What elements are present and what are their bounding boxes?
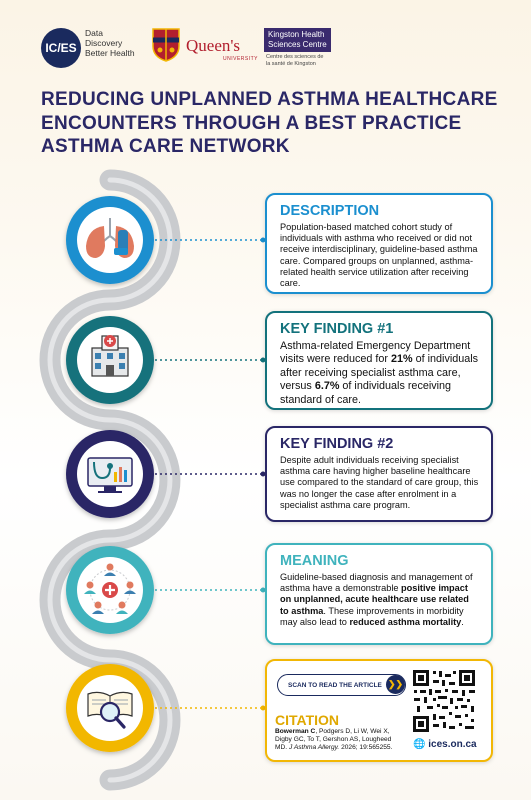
meaning-connector xyxy=(150,588,266,593)
finding1-percent-standard: 6.7% xyxy=(314,380,340,393)
scan-article-button[interactable] xyxy=(277,674,406,696)
title-line: ENCOUNTERS THROUGH A BEST PRACTICE xyxy=(41,112,462,134)
ices-tagline-line: Data xyxy=(85,28,103,38)
meaning-text xyxy=(280,572,479,628)
website-label: ices.on.ca xyxy=(428,739,477,750)
finding1-text xyxy=(280,340,479,407)
finding1-heading: KEY FINDING #1 xyxy=(280,321,394,337)
finding2-heading: KEY FINDING #2 xyxy=(280,436,394,452)
finding1-card xyxy=(265,311,493,410)
citation-text xyxy=(275,728,405,753)
monitor-stethoscope-chart-icon xyxy=(66,430,154,518)
website-link[interactable] xyxy=(413,739,477,750)
finding1-text-part: of individuals after receiving specialist asthma care, versus xyxy=(280,353,479,393)
citation-details: 2026; 19:565255. xyxy=(339,744,393,752)
citation-lead-author: Bowerman C xyxy=(275,728,316,735)
globe-icon: 🌐 xyxy=(413,739,426,750)
title-line: ASTHMA CARE NETWORK xyxy=(41,136,290,157)
queens-university-label: UNIVERSITY xyxy=(223,56,259,62)
ices-tagline-line: Discovery xyxy=(85,38,123,48)
finding1-text-part: Asthma-related Emergency Department visits were reduced for xyxy=(280,340,471,366)
meaning-heading: MEANING xyxy=(280,553,349,569)
care-network-icon xyxy=(66,546,154,634)
khsc-french-line: la santé de Kingston xyxy=(266,61,316,67)
meaning-card xyxy=(265,543,493,645)
citation-journal: J Asthma Allergy. xyxy=(288,744,340,752)
finding2-card xyxy=(265,426,493,522)
ices-logo-mark: IC/ES xyxy=(45,41,77,55)
description-text: Population-based matched cohort study of individuals with asthma who received or did not receive interdisciplinary, guideline-based asthma care. Compared groups on unplanned, asthma-related health service utilization after receiving care. xyxy=(280,222,478,289)
meaning-text-part: Guideline-based diagnosis and management of asthma have a demonstrable xyxy=(280,572,473,594)
lungs-inhaler-icon xyxy=(66,196,154,284)
scan-label: SCAN TO READ THE ARTICLE xyxy=(288,681,382,689)
khsc-name-line: Kingston Health xyxy=(268,30,325,39)
title-line: REDUCING UNPLANNED ASTHMA HEALTHCARE xyxy=(41,89,498,110)
khsc-name-line: Sciences Centre xyxy=(268,40,327,49)
finding1-percent-specialist: 21% xyxy=(391,353,413,366)
citation-authors: , Podgers D, Li W, Wei X, Digby GC, To T, Gershon AS, Lougheed MD. xyxy=(275,728,392,752)
meaning-text-part: . xyxy=(461,616,464,627)
description-card xyxy=(265,193,493,294)
meaning-emphasis: reduced asthma mortality xyxy=(349,616,462,627)
khsc-french-line: Centre des sciences de xyxy=(266,54,324,60)
book-magnifier-icon xyxy=(66,664,154,752)
description-heading: DESCRIPTION xyxy=(280,203,380,219)
qr-code-icon[interactable] xyxy=(411,668,477,734)
finding2-text: Despite adult individuals receiving specialist asthma care having higher baseline healthcare use compared to the standard of care group, this was no longer the case after enrolment in a specialist asthma care program. xyxy=(280,455,479,510)
hospital-icon xyxy=(66,316,154,404)
meaning-emphasis: positive impact on unplanned, acute healthcare use related to asthma xyxy=(280,583,469,616)
meaning-text-part: . These improvements in morbidity may also lead to xyxy=(280,605,464,627)
finding1-text-part: of individuals receiving standard of care. xyxy=(280,380,452,406)
citation-heading: CITATION xyxy=(275,712,340,728)
queens-wordmark: Queen's xyxy=(186,36,241,55)
double-arrow-icon: ❯❯ xyxy=(386,675,405,694)
ices-tagline-line: Better Health xyxy=(85,48,135,58)
finding1-connector xyxy=(150,358,266,363)
